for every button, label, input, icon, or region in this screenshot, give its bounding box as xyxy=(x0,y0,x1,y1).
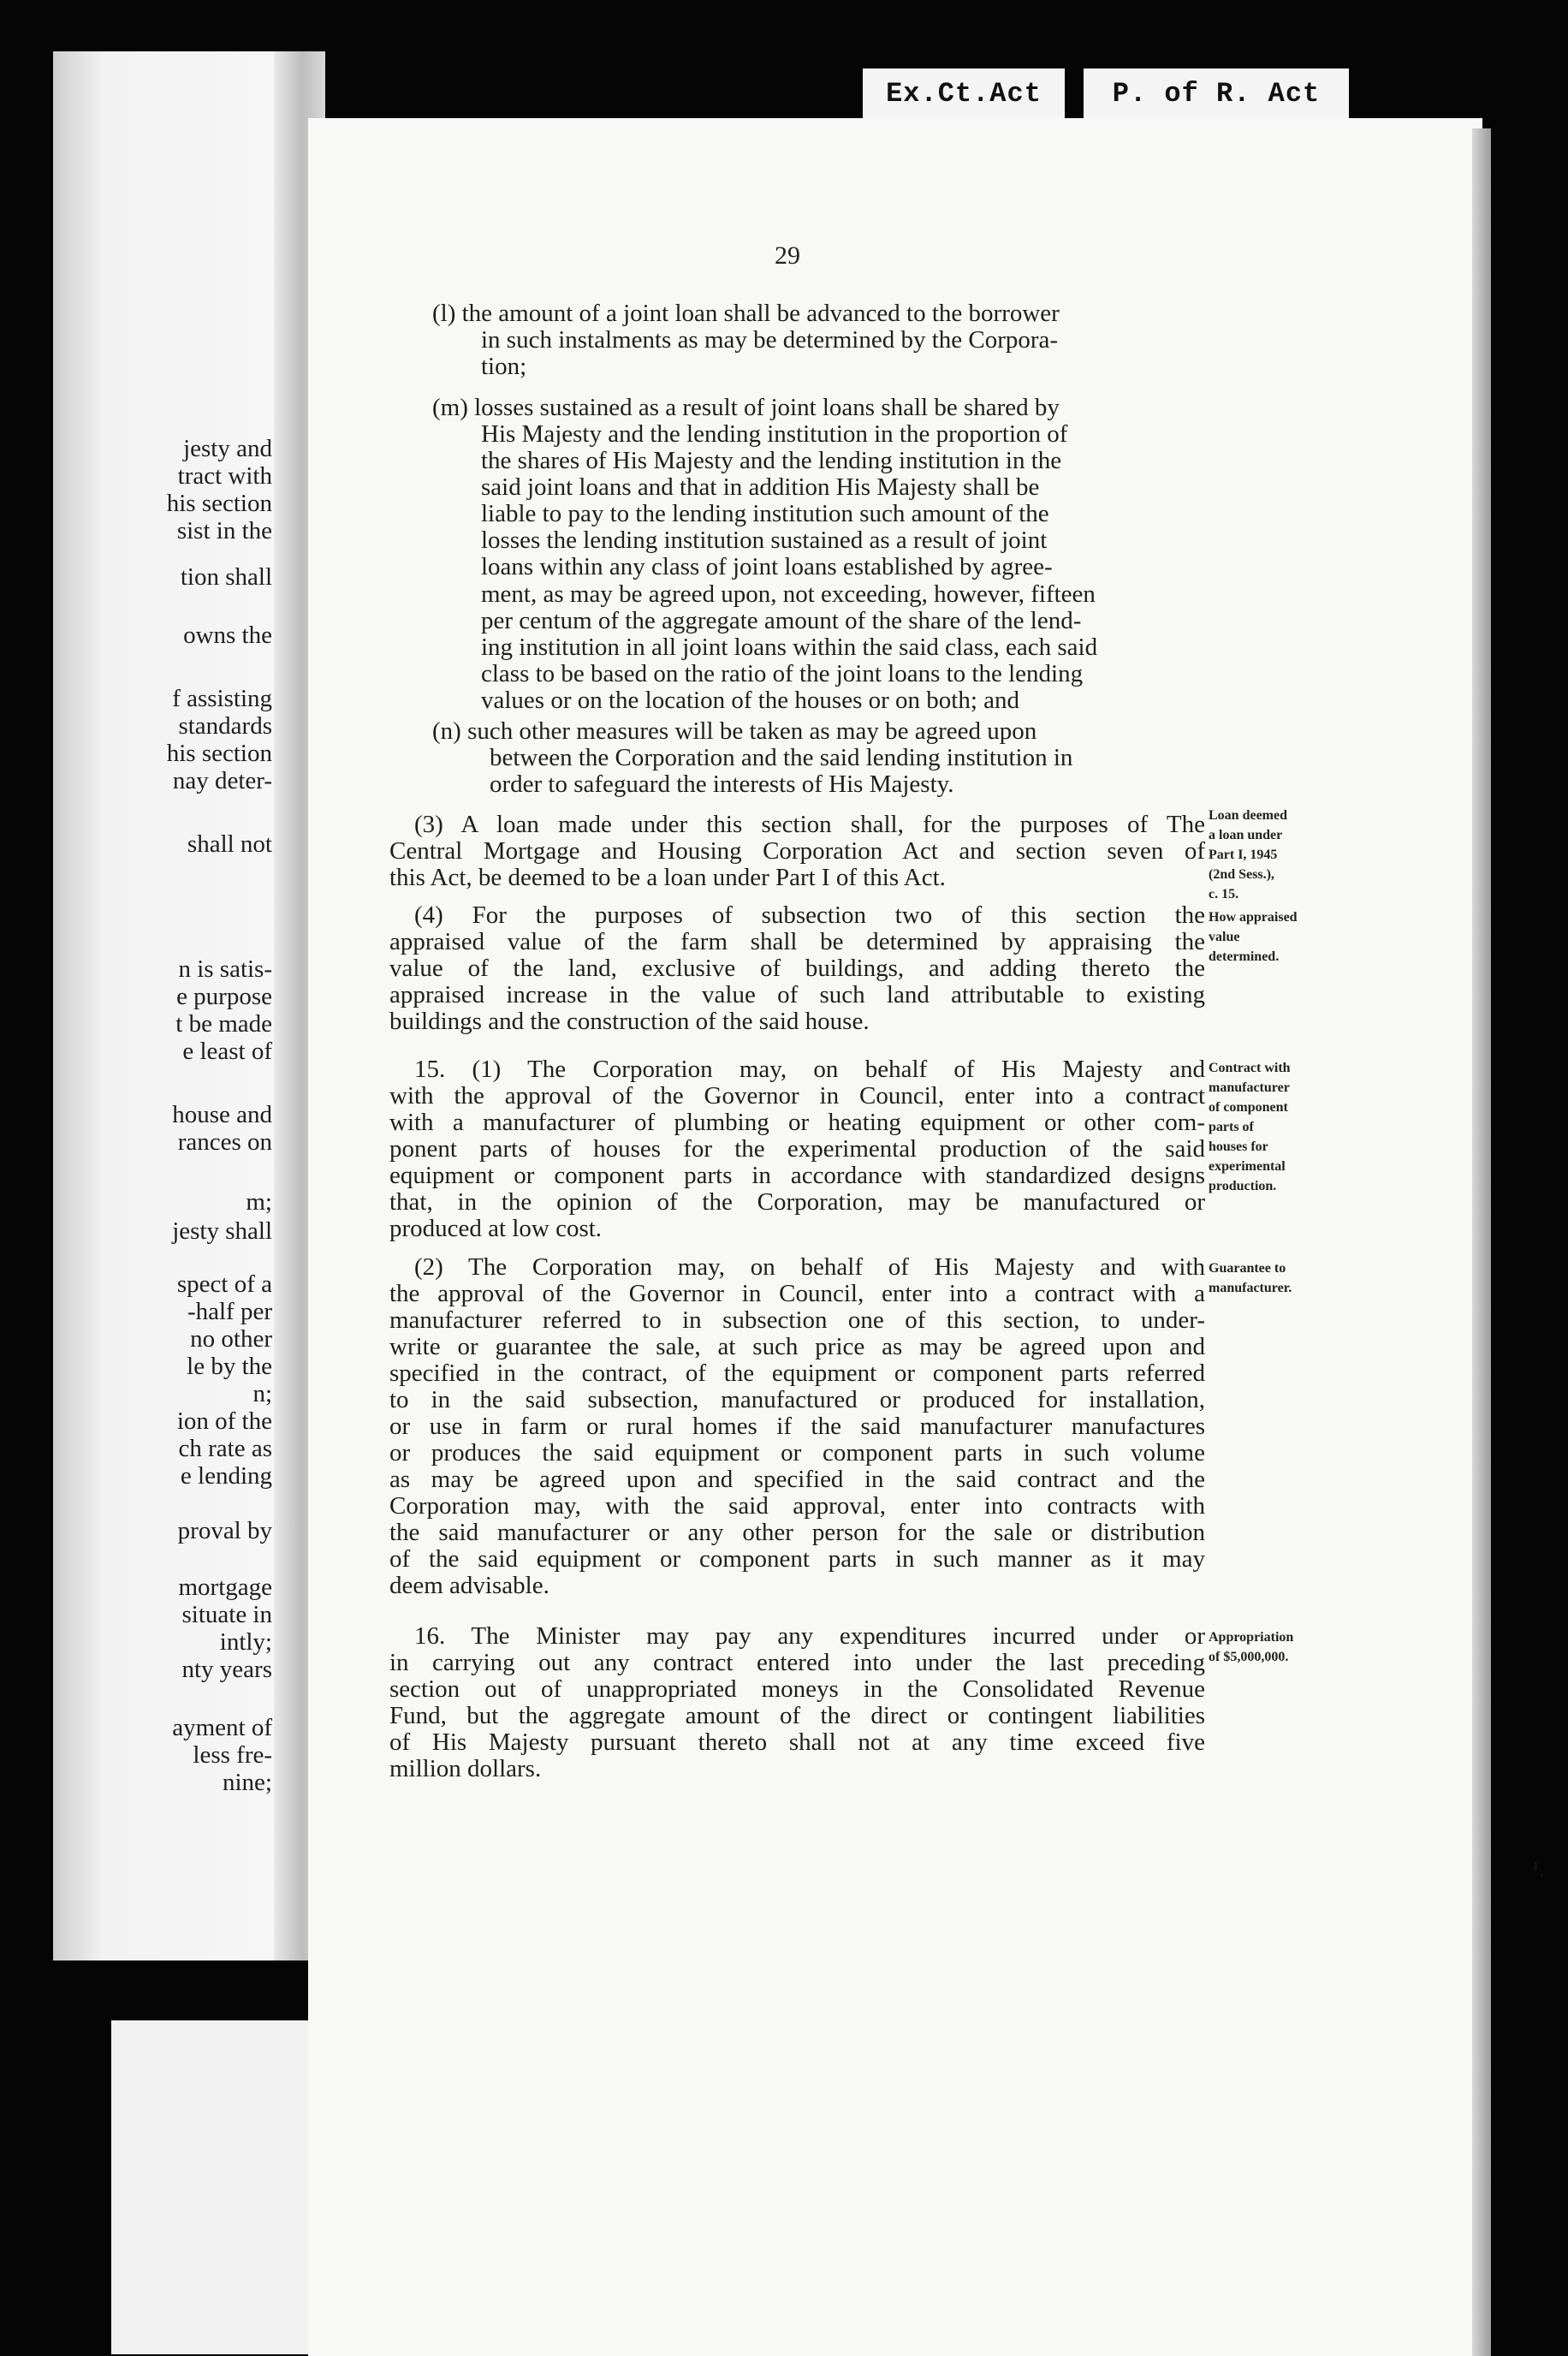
body-line: in such instalments as may be determined by the Corpora- xyxy=(481,326,1059,354)
body-line: write or guarantee the sale, at such price as may be agreed upon and xyxy=(389,1333,1205,1360)
left-margin-line: tion shall xyxy=(180,563,272,591)
body-line: produced at low cost. xyxy=(389,1215,603,1242)
left-margin-line: ayment of xyxy=(172,1714,272,1741)
margin-note: parts of xyxy=(1209,1120,1254,1134)
left-margin-line: no other xyxy=(190,1325,272,1353)
margin-note: (2nd Sess.), xyxy=(1209,867,1274,882)
left-margin-line: sist in the xyxy=(176,517,272,544)
body-line: order to safeguard the interests of His Majesty. xyxy=(490,770,954,798)
body-line: Central Mortgage and Housing Corporation Act and section seven of xyxy=(389,837,1205,865)
body-line: tion; xyxy=(481,353,527,380)
left-margin-line: nty years xyxy=(181,1656,272,1683)
body-line: buildings and the construction of the said house. xyxy=(389,1008,870,1035)
body-line: class to be based on the ratio of the joint loans to the lending xyxy=(481,660,1084,687)
margin-note: c. 15. xyxy=(1209,887,1239,901)
left-margin-line: house and xyxy=(172,1101,272,1128)
body-line: the said manufacturer or any other person for the sale or distribution xyxy=(389,1519,1205,1546)
body-line: losses the lending institution sustained as a result of joint xyxy=(481,527,1048,554)
left-margin-line: owns the xyxy=(183,622,272,649)
body-line: between the Corporation and the said lending institution in xyxy=(490,744,1073,771)
body-line: specified in the contract, of the equipment or component parts referred xyxy=(389,1359,1205,1387)
left-margin-line: mortgage xyxy=(178,1574,272,1601)
margin-note: Contract with xyxy=(1209,1061,1291,1075)
body-line: to in the said subsection, manufactured or produced for installation, xyxy=(389,1386,1205,1413)
body-line: 15. (1) The Corporation may, on behalf of His Majesty and xyxy=(414,1056,1205,1083)
left-margin-line: intly; xyxy=(219,1628,272,1656)
left-margin-line: spect of a xyxy=(176,1270,272,1298)
left-margin-line: tract with xyxy=(177,462,272,490)
left-margin-line: le by the xyxy=(187,1353,272,1380)
left-margin-line: n; xyxy=(252,1380,272,1407)
body-line: value of the land, exclusive of buildings, and adding thereto the xyxy=(389,955,1205,982)
page-edge xyxy=(1472,128,1491,2356)
margin-note: manufacturer. xyxy=(1209,1281,1292,1295)
body-line: as may be agreed upon and specified in the said contract and the xyxy=(389,1466,1205,1493)
body-line: (2) The Corporation may, on behalf of His Majesty and with xyxy=(414,1253,1205,1281)
margin-note: manufacturer xyxy=(1209,1080,1290,1095)
left-margin-line: proval by xyxy=(177,1517,272,1544)
body-line: Corporation may, with the said approval, enter into contracts with xyxy=(389,1492,1205,1520)
body-line: with a manufacturer of plumbing or heating equipment or other com- xyxy=(389,1109,1205,1136)
left-margin-line: jesty and xyxy=(183,435,272,462)
body-line: (3) A loan made under this section shall, for the purposes of The xyxy=(414,811,1205,838)
left-margin-line: e lending xyxy=(180,1462,272,1490)
body-line: appraised increase in the value of such land attributable to existing xyxy=(389,981,1205,1008)
body-line: appraised value of the farm shall be determined by appraising the xyxy=(389,928,1205,955)
margin-note: houses for xyxy=(1209,1139,1268,1154)
margin-note: Loan deemed xyxy=(1209,808,1287,823)
body-line: equipment or component parts in accordance with standardized designs xyxy=(389,1162,1205,1189)
left-margin-line: rances on xyxy=(177,1128,272,1156)
left-page-lower-fragment xyxy=(111,2020,308,2354)
margin-note: value xyxy=(1209,930,1240,944)
left-margin-line: his section xyxy=(166,740,272,767)
margin-note: determined. xyxy=(1209,949,1280,964)
body-line: ing institution in all joint loans within the said class, each said xyxy=(481,634,1098,661)
margin-note: Guarantee to xyxy=(1209,1261,1286,1276)
body-line: section out of unappropriated moneys in the Consolidated Revenue xyxy=(389,1675,1205,1703)
margin-note: How appraised xyxy=(1209,910,1298,925)
body-line: deem advisable. xyxy=(389,1572,549,1599)
body-line: ponent parts of houses for the experimental production of the said xyxy=(389,1135,1205,1163)
body-line: the shares of His Majesty and the lending institution in the xyxy=(481,447,1062,474)
margin-note: of $5,000,000. xyxy=(1209,1650,1289,1664)
body-line: of His Majesty pursuant thereto shall not at any time exceed five xyxy=(389,1728,1205,1756)
body-line: ment, as may be agreed upon, not exceeding, however, fifteen xyxy=(481,580,1096,608)
body-line: of the said equipment or component parts in such manner as it may xyxy=(389,1545,1205,1573)
left-margin-line: e purpose xyxy=(176,983,272,1010)
left-margin-line: jesty shall xyxy=(172,1217,272,1245)
body-line: million dollars. xyxy=(389,1755,542,1782)
left-margin-line: less fre- xyxy=(193,1741,272,1769)
left-margin-line: nine; xyxy=(223,1769,272,1796)
scan-speck xyxy=(1541,1873,1543,1877)
body-line: loans within any class of joint loans established by agree- xyxy=(481,553,1053,580)
body-line: Fund, but the aggregate amount of the direct or contingent liabilities xyxy=(389,1702,1205,1729)
left-margin-line: n is satis- xyxy=(178,955,272,983)
tab-ex-ct-act: Ex.Ct.Act xyxy=(863,68,1065,118)
left-margin-line: -half per xyxy=(187,1298,272,1325)
left-margin-line: nay deter- xyxy=(172,767,272,794)
left-margin-line: his section xyxy=(166,490,272,517)
body-line: that, in the opinion of the Corporation, may be manufactured or xyxy=(389,1188,1205,1216)
left-margin-line: ch rate as xyxy=(178,1435,272,1462)
margin-note: production. xyxy=(1209,1179,1277,1193)
body-line: the approval of the Governor in Council, enter into a contract with a xyxy=(389,1280,1205,1307)
body-line: (l) the amount of a joint loan shall be advanced to the borrower xyxy=(432,300,1060,327)
left-margin-line: situate in xyxy=(181,1601,272,1628)
margin-note: of component xyxy=(1209,1100,1288,1115)
body-line: in carrying out any contract entered into under the last preceding xyxy=(389,1649,1205,1676)
body-line: (4) For the purposes of subsection two of this section the xyxy=(414,901,1205,929)
left-margin-line: ion of the xyxy=(176,1407,272,1435)
body-line: per centum of the aggregate amount of the share of the lend- xyxy=(481,607,1082,634)
left-margin-line: e least of xyxy=(182,1038,272,1065)
left-margin-line: f assisting xyxy=(172,685,272,712)
left-margin-line: t be made xyxy=(175,1010,272,1038)
margin-note: a loan under xyxy=(1209,828,1283,842)
body-line: His Majesty and the lending institution in the proportion of xyxy=(481,420,1068,448)
left-margin-line: m; xyxy=(246,1188,272,1216)
page-number: 29 xyxy=(775,241,800,270)
body-line: or use in farm or rural homes if the said manufacturer manufactures xyxy=(389,1413,1205,1440)
body-line: manufacturer referred to in subsection one of this section, to under- xyxy=(389,1306,1205,1334)
scan-speck xyxy=(1534,1861,1537,1871)
margin-note: experimental xyxy=(1209,1159,1286,1174)
margin-note: Part I, 1945 xyxy=(1209,848,1278,862)
body-line: (m) losses sustained as a result of joint loans shall be shared by xyxy=(432,394,1060,421)
body-line: or produces the said equipment or component parts in such volume xyxy=(389,1439,1205,1467)
body-line: with the approval of the Governor in Council, enter into a contract xyxy=(389,1082,1205,1110)
body-line: liable to pay to the lending institution such amount of the xyxy=(481,500,1049,527)
body-line: (n) such other measures will be taken as may be agreed upon xyxy=(432,717,1037,745)
body-line: values or on the location of the houses or on both; and xyxy=(481,687,1020,714)
margin-note: Appropriation xyxy=(1209,1630,1294,1645)
body-line: 16. The Minister may pay any expenditures incurred under or xyxy=(414,1622,1205,1650)
tab-p-of-r-act: P. of R. Act xyxy=(1084,68,1349,118)
body-line: this Act, be deemed to be a loan under Part I of this Act. xyxy=(389,864,946,891)
left-margin-line: shall not xyxy=(187,830,272,858)
body-line: said joint loans and that in addition His Majesty shall be xyxy=(481,473,1040,501)
left-margin-line: standards xyxy=(178,712,272,740)
